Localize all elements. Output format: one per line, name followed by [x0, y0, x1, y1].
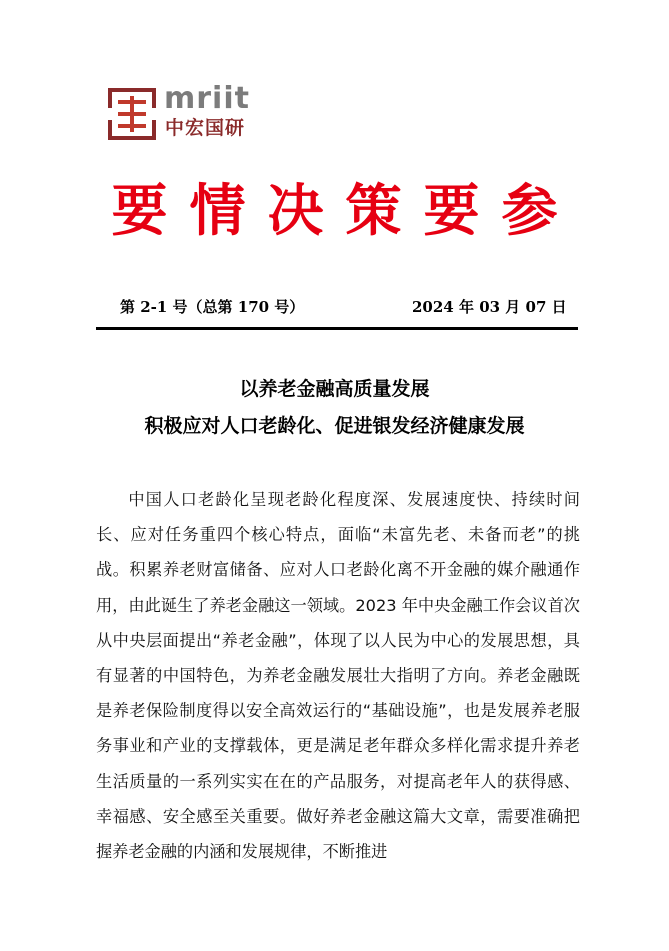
mriit-logo: [108, 81, 250, 140]
article-title-line-1: 以养老金融高质量发展: [239, 378, 430, 400]
logo-chinese-text: 中宏国研: [165, 117, 246, 139]
article-paragraph: 中国人口老龄化呈现老龄化程度深、发展速度快、持续时间长、应对任务重四个核心特点，面临“未富先老、未备而老”的挑战。积累养老财富储备、应对人口老龄化离不开金融的媒介融通作用，由此诞生了养老金融这一领域。2023 年中央金融工作会议首次从中央层面提出“养老金融”，体现了以人民为中心的发展思想，具有显著的中国特色，为养老金融发展壮大指明了方向。养老金融既是养老保险制度得以安全高效运行的“基础设施”，也是发展养老服务事业和产业的支撑载体，更是满足老年群众多样化需求提升养老生活质量的一系列实实在在的产品服务，对提高老年人的获得感、幸福感、安全感至关重要。做好养老金融这篇大文章，需要准确把握养老金融的内涵和发展规律，不断推进: [96, 490, 580, 862]
issue-date: 2024 年 03 月 07 日: [412, 298, 567, 316]
issue-number: 第 2-1 号（总第 170 号）: [120, 298, 305, 316]
mriit-logo-mark-icon: [108, 88, 156, 140]
article-title-line-2: 积极应对人口老龄化、促进银发经济健康发展: [144, 415, 525, 437]
header-divider: [96, 327, 578, 330]
masthead-title: 要情决策要参: [111, 178, 580, 244]
logo-english-text: mriit: [164, 81, 250, 116]
